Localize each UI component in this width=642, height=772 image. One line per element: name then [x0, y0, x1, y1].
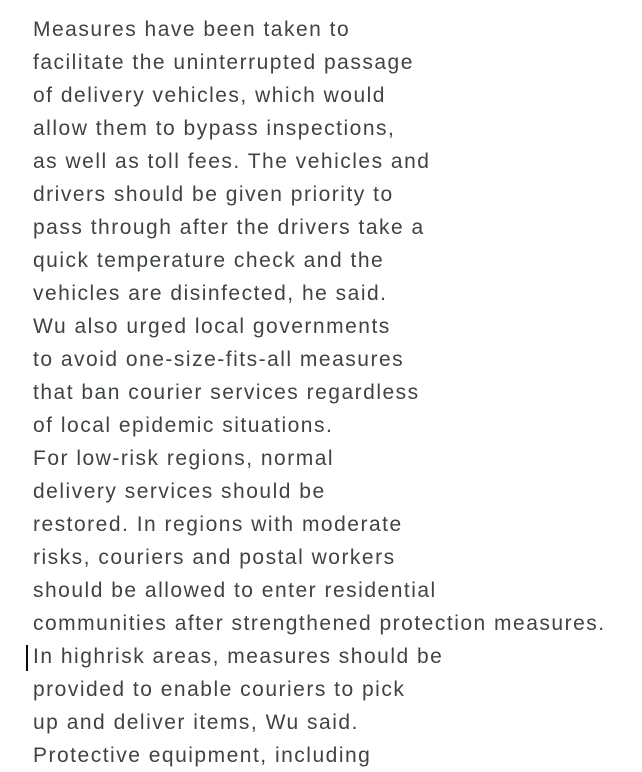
text-line-content: communities after strengthened protection measures. [33, 612, 606, 635]
text-line-content: that ban courier services regardless [33, 381, 420, 404]
text-line-content: provided to enable couriers to pick [33, 678, 406, 701]
text-line-content: facilitate the uninterrupted passage [33, 51, 414, 74]
text-line-content: drivers should be given priority to [33, 183, 394, 206]
text-line [33, 640, 638, 673]
text-line [33, 574, 638, 607]
text-line-content: Measures have been taken to [33, 18, 351, 41]
text-line [33, 79, 638, 112]
text-line-content: In highrisk areas, measures should be [33, 645, 444, 668]
text-line-content: risks, couriers and postal workers [33, 546, 396, 569]
text-line [33, 673, 638, 706]
text-line [33, 343, 638, 376]
text-line [33, 442, 638, 475]
text-line-content: vehicles are disinfected, he said. [33, 282, 388, 305]
text-line [33, 112, 638, 145]
text-line-content: of local epidemic situations. [33, 414, 334, 437]
text-line-content: pass through after the drivers take a [33, 216, 425, 239]
text-line-content: delivery services should be [33, 480, 326, 503]
text-line-content: up and deliver items, Wu said. [33, 711, 359, 734]
text-line [33, 211, 638, 244]
text-line [33, 178, 638, 211]
text-line-content: should be allowed to enter residential [33, 579, 437, 602]
text-line-content: as well as toll fees. The vehicles and [33, 150, 431, 173]
text-line [33, 508, 638, 541]
text-line [33, 607, 638, 640]
text-line-content: of delivery vehicles, which would [33, 84, 386, 107]
text-line [33, 310, 638, 343]
text-line-content: For low-risk regions, normal [33, 447, 335, 470]
text-line [33, 277, 638, 310]
text-line-content: quick temperature check and the [33, 249, 385, 272]
text-line [33, 244, 638, 277]
text-line [33, 409, 638, 442]
text-line [33, 13, 638, 46]
text-line [33, 541, 638, 574]
text-line-content: allow them to bypass inspections, [33, 117, 396, 140]
text-line [33, 145, 638, 178]
text-line [33, 376, 638, 409]
text-line-content: to avoid one-size-fits-all measures [33, 348, 405, 371]
text-line [33, 739, 638, 772]
text-line [33, 475, 638, 508]
text-line-content: restored. In regions with moderate [33, 513, 403, 536]
text-caret [26, 645, 28, 671]
text-line-content: Protective equipment, including [33, 744, 372, 767]
text-line [33, 706, 638, 739]
text-line-content: Wu also urged local governments [33, 315, 391, 338]
text-line [33, 46, 638, 79]
